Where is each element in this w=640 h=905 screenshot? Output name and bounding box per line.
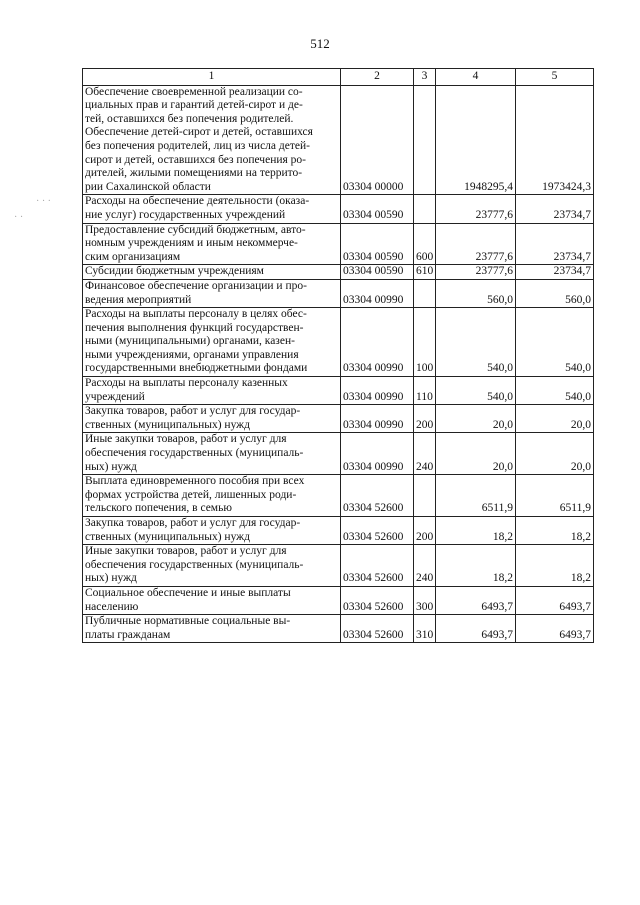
table-row bbox=[83, 475, 594, 517]
table-row bbox=[83, 279, 594, 307]
cell-value-col4: 6511,9 bbox=[436, 475, 516, 517]
table-row bbox=[83, 85, 594, 195]
header-row bbox=[83, 69, 594, 86]
cell-expense-type: 600 bbox=[414, 223, 436, 265]
cell-expense-type: 200 bbox=[414, 517, 436, 545]
table-row bbox=[83, 586, 594, 614]
cell-expense-type: 310 bbox=[414, 615, 436, 643]
cell-value-col5: 18,2 bbox=[516, 545, 594, 587]
column-header-4: 4 bbox=[436, 69, 516, 86]
cell-name: Закупка товаров, работ и услуг для государ- ственных (муниципальных) нужд bbox=[83, 405, 341, 433]
cell-code: 03304 00590 bbox=[341, 195, 414, 223]
table-row bbox=[83, 377, 594, 405]
cell-value-col4: 20,0 bbox=[436, 433, 516, 475]
table-row bbox=[83, 405, 594, 433]
cell-code: 03304 00990 bbox=[341, 308, 414, 377]
cell-value-col5: 20,0 bbox=[516, 405, 594, 433]
cell-expense-type: 240 bbox=[414, 433, 436, 475]
cell-expense-type: 300 bbox=[414, 586, 436, 614]
cell-value-col4: 540,0 bbox=[436, 308, 516, 377]
cell-code: 03304 00000 bbox=[341, 85, 414, 195]
column-header-3: 3 bbox=[414, 69, 436, 86]
cell-code: 03304 00990 bbox=[341, 377, 414, 405]
cell-value-col5: 6493,7 bbox=[516, 615, 594, 643]
cell-name: Социальное обеспечение и иные выплаты населению bbox=[83, 586, 341, 614]
cell-expense-type bbox=[414, 475, 436, 517]
cell-value-col5: 18,2 bbox=[516, 517, 594, 545]
column-header-1: 1 bbox=[83, 69, 341, 86]
cell-name: Предоставление субсидий бюджетным, авто- номным учреждениям и иным некоммерче- ским организациям bbox=[83, 223, 341, 265]
cell-value-col5: 1973424,3 bbox=[516, 85, 594, 195]
table-body bbox=[83, 85, 594, 643]
cell-expense-type: 100 bbox=[414, 308, 436, 377]
budget-table bbox=[82, 68, 594, 643]
cell-name: Расходы на обеспечение деятельности (оказа- ние услуг) государственных учреждений bbox=[83, 195, 341, 223]
cell-expense-type bbox=[414, 279, 436, 307]
column-header-2: 2 bbox=[341, 69, 414, 86]
cell-expense-type bbox=[414, 85, 436, 195]
cell-code: 03304 52600 bbox=[341, 586, 414, 614]
table-row bbox=[83, 615, 594, 643]
cell-name: Иные закупки товаров, работ и услуг для обеспечения государственных (муниципаль- ных) нужд bbox=[83, 545, 341, 587]
cell-value-col4: 23777,6 bbox=[436, 195, 516, 223]
table-row bbox=[83, 545, 594, 587]
page-number: 512 bbox=[310, 36, 330, 51]
cell-code: 03304 52600 bbox=[341, 545, 414, 587]
cell-value-col5: 540,0 bbox=[516, 308, 594, 377]
cell-code: 03304 00590 bbox=[341, 223, 414, 265]
cell-value-col5: 23734,7 bbox=[516, 265, 594, 280]
cell-name: Закупка товаров, работ и услуг для государ- ственных (муниципальных) нужд bbox=[83, 517, 341, 545]
cell-expense-type: 200 bbox=[414, 405, 436, 433]
table-row bbox=[83, 195, 594, 223]
table-row bbox=[83, 433, 594, 475]
cell-value-col5: 20,0 bbox=[516, 433, 594, 475]
cell-name: Публичные нормативные социальные вы- платы гражданам bbox=[83, 615, 341, 643]
table-row bbox=[83, 223, 594, 265]
column-header-5: 5 bbox=[516, 69, 594, 86]
cell-code: 03304 00590 bbox=[341, 265, 414, 280]
cell-value-col5: 23734,7 bbox=[516, 223, 594, 265]
scan-speck: · · bbox=[14, 212, 24, 223]
cell-value-col4: 23777,6 bbox=[436, 265, 516, 280]
cell-expense-type: 110 bbox=[414, 377, 436, 405]
table-row bbox=[83, 265, 594, 280]
cell-name: Иные закупки товаров, работ и услуг для обеспечения государственных (муниципаль- ных) нужд bbox=[83, 433, 341, 475]
table-row bbox=[83, 517, 594, 545]
cell-code: 03304 52600 bbox=[341, 615, 414, 643]
cell-code: 03304 00990 bbox=[341, 433, 414, 475]
cell-value-col5: 6511,9 bbox=[516, 475, 594, 517]
cell-name: Финансовое обеспечение организации и про- ведения мероприятий bbox=[83, 279, 341, 307]
cell-value-col5: 560,0 bbox=[516, 279, 594, 307]
cell-value-col4: 560,0 bbox=[436, 279, 516, 307]
cell-code: 03304 52600 bbox=[341, 517, 414, 545]
cell-value-col4: 18,2 bbox=[436, 545, 516, 587]
cell-value-col4: 6493,7 bbox=[436, 586, 516, 614]
cell-value-col4: 6493,7 bbox=[436, 615, 516, 643]
cell-expense-type: 240 bbox=[414, 545, 436, 587]
cell-value-col4: 20,0 bbox=[436, 405, 516, 433]
cell-code: 03304 00990 bbox=[341, 405, 414, 433]
cell-name: Расходы на выплаты персоналу казенных учреждений bbox=[83, 377, 341, 405]
cell-code: 03304 00990 bbox=[341, 279, 414, 307]
cell-value-col4: 1948295,4 bbox=[436, 85, 516, 195]
cell-value-col5: 6493,7 bbox=[516, 586, 594, 614]
cell-value-col4: 23777,6 bbox=[436, 223, 516, 265]
cell-value-col5: 23734,7 bbox=[516, 195, 594, 223]
scan-speck: · · · bbox=[36, 196, 51, 207]
cell-name: Выплата единовременного пособия при всех формах устройства детей, лишенных роди- тельского попечения, в семью bbox=[83, 475, 341, 517]
cell-value-col4: 540,0 bbox=[436, 377, 516, 405]
cell-value-col5: 540,0 bbox=[516, 377, 594, 405]
cell-value-col4: 18,2 bbox=[436, 517, 516, 545]
cell-name: Расходы на выплаты персоналу в целях обес- печения выполнения функций государствен- ными (муниципальными) органами, казен- ными учреждениями, органами управления государственными внебюджетными фондами bbox=[83, 308, 341, 377]
cell-expense-type bbox=[414, 195, 436, 223]
cell-expense-type: 610 bbox=[414, 265, 436, 280]
table-row bbox=[83, 308, 594, 377]
cell-name: Субсидии бюджетным учреждениям bbox=[83, 265, 341, 280]
cell-code: 03304 52600 bbox=[341, 475, 414, 517]
cell-name: Обеспечение своевременной реализации со- циальных прав и гарантий детей-сирот и де- тей, оставшихся без попечения родителей. Обеспечение детей-сирот и детей, оставшихся без попечения родителей, лиц из числа детей- сирот и детей, оставшихся без попечения ро- дителей, жилыми помещениями на террито- рии Сахалинской области bbox=[83, 85, 341, 195]
